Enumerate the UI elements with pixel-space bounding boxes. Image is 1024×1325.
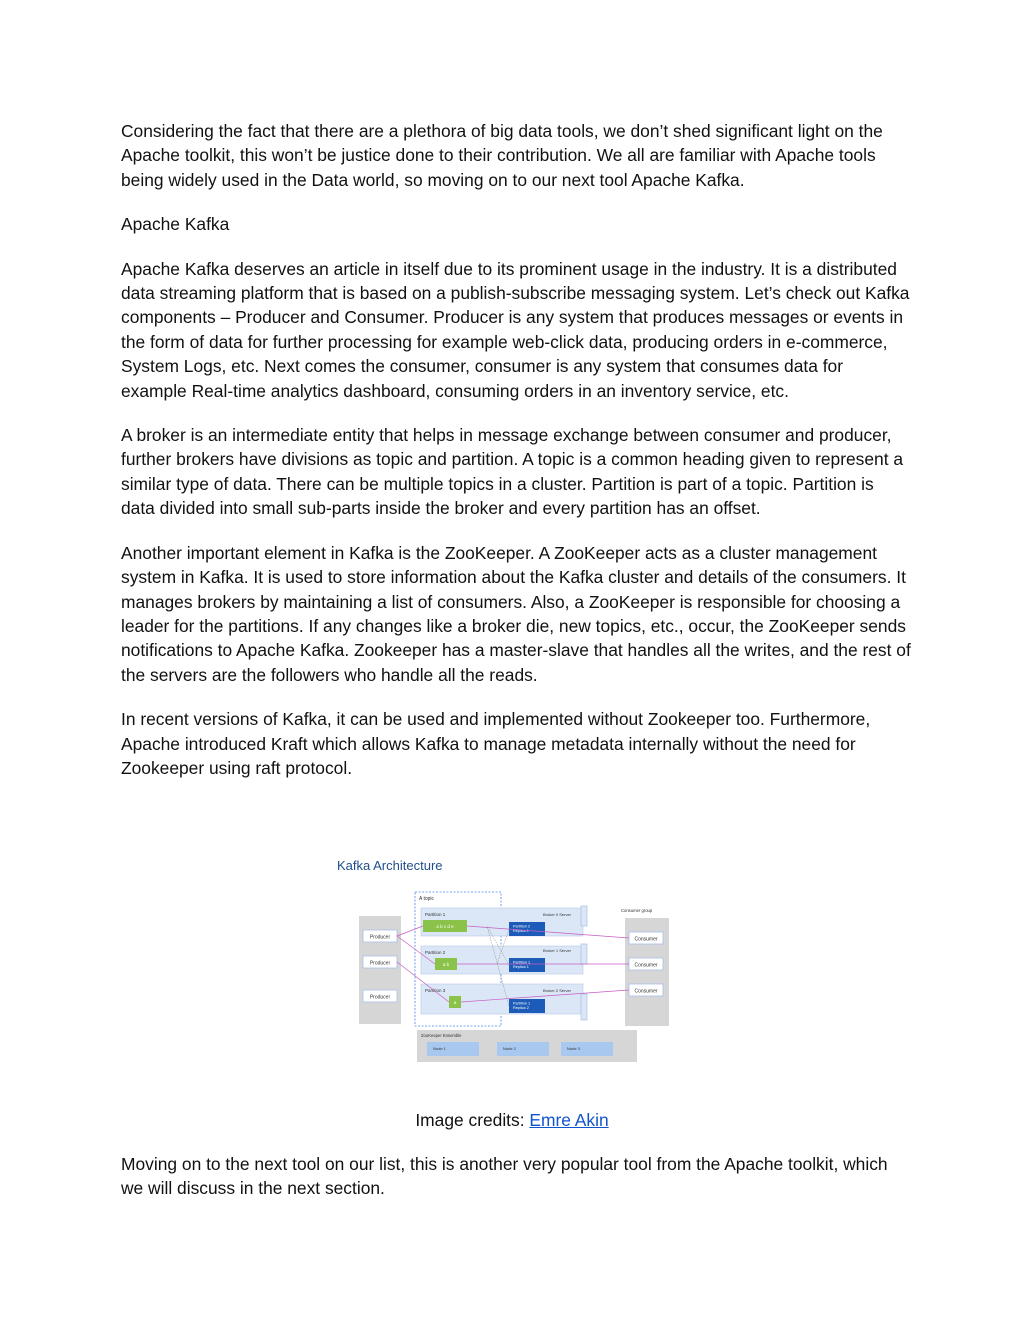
- partition-data: a b: [442, 962, 450, 967]
- consumer-label: Consumer: [634, 988, 658, 995]
- replica-label: Partition 1 Replica 2: [513, 1001, 531, 1011]
- node-label: Node 1: [433, 1046, 446, 1051]
- broker-disk-icon: [581, 994, 587, 1020]
- article-body: [121, 119, 911, 800]
- partition-label: Partition 1: [425, 912, 446, 917]
- broker-label: Broker 0 Server: [543, 912, 572, 917]
- paragraph-intro: Considering the fact that there are a plethora of big data tools, we don’t shed significant light on the Apache toolkit, this won’t be justice done to their contribution. We all are familiar with Apache tools being widely used in the Data world, so moving on to our next tool Apache Kafka.: [121, 121, 883, 190]
- producer-label: Producer: [369, 934, 391, 941]
- paragraph-next-tool: Moving on to the next tool on our list, this is another very popular tool from the Apache toolkit, which we will discuss in the next section.: [121, 1154, 888, 1199]
- zookeeper-label: ZooKeeper Ensemble: [421, 1033, 462, 1038]
- partition-data: a b c d e: [436, 924, 454, 929]
- kafka-architecture-figure: [337, 858, 677, 1068]
- broker-label: Broker 2 Server: [543, 988, 572, 993]
- kafka-architecture-diagram: [337, 858, 677, 1068]
- section-heading: Apache Kafka: [121, 214, 230, 235]
- paragraph-zookeeper: Another important element in Kafka is the ZooKeeper. A ZooKeeper acts as a cluster management system in Kafka. It is used to store information about the Kafka cluster and details of the consumers. It manages brokers by maintaining a list of consumers. Also, a ZooKeeper is responsible for choosing a leader for the partitions. If any changes like a broker die, new topics, etc., occur, the ZooKeeper sends notifications to Apache Kafka. Zookeeper has a master-slave that handles all the writes, and the rest of the servers are the followers who handle all the reads.: [121, 542, 911, 685]
- broker-label: Broker 1 Server: [543, 948, 572, 953]
- partition-data: a: [453, 1000, 457, 1005]
- partition-label: Partition 2: [425, 950, 446, 955]
- producer-label: Producer: [369, 960, 391, 967]
- replica-label: Partition 1 Replica 1: [513, 960, 531, 970]
- producer-label: Producer: [369, 994, 391, 1001]
- consumer-label: Consumer: [634, 962, 658, 969]
- paragraph-kafka-overview: Apache Kafka deserves an article in itself due to its prominent usage in the industry. It is a distributed data streaming platform that is based on a publish-subscribe messaging system. Let’s check out Kafka components – Producer and Consumer. Producer is any system that produces messages or events in the form of data for further processing for example web-click data, producing orders in e-commerce, System Logs, etc. Next comes the consumer, consumer is any system that consumes data for example Real-time analytics dashboard, consuming orders in an inventory service, etc.: [121, 258, 910, 401]
- caption-credit-link[interactable]: Emre Akin: [529, 1110, 609, 1130]
- consumer-group-label: Consumer group: [621, 908, 653, 913]
- topic-label: A topic: [419, 896, 435, 902]
- image-caption: [0, 1108, 1024, 1132]
- node-label: Node 2: [503, 1046, 516, 1051]
- broker-disk-icon: [581, 944, 587, 964]
- caption-prefix: Image credits:: [415, 1110, 530, 1130]
- article-continuation: [121, 1152, 911, 1221]
- partition-label: Partition 3: [425, 988, 446, 993]
- node-label: Node 3: [567, 1046, 580, 1051]
- paragraph-broker: A broker is an intermediate entity that helps in message exchange between consumer and producer, further brokers have divisions as topic and partition. A topic is a common heading given to represent a similar type of data. There can be multiple topics in a cluster. Partition is part of a topic. Partition is data divided into small sub-parts inside the broker and every partition has an offset.: [121, 425, 904, 519]
- broker-disk-icon: [581, 906, 587, 926]
- replica-label: Partition 2 Replica 1: [513, 924, 531, 934]
- figure-title: Kafka Architecture: [337, 858, 443, 873]
- paragraph-kraft: In recent versions of Kafka, it can be used and implemented without Zookeeper too. Furthermore, Apache introduced Kraft which allows Kafka to manage metadata internally without the need for Zookeeper using raft protocol.: [121, 709, 871, 778]
- consumer-label: Consumer: [634, 936, 658, 943]
